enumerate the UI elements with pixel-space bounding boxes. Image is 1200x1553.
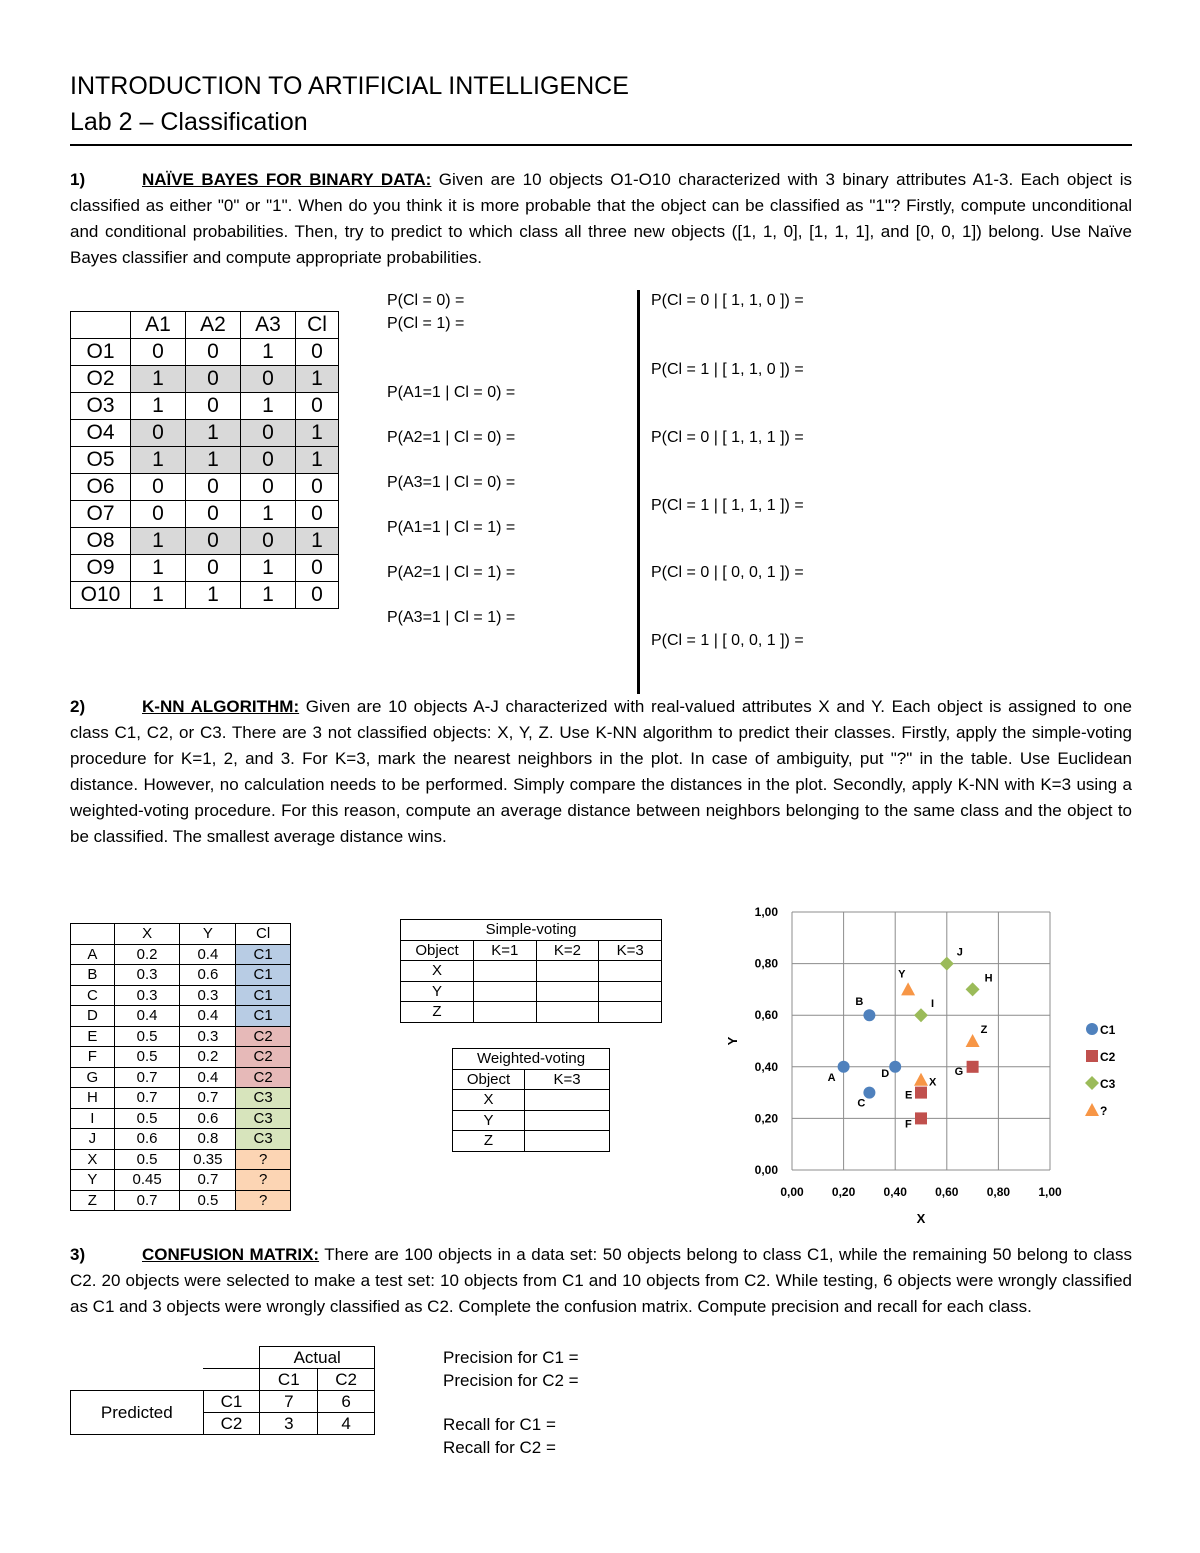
prob-a2-cl0: P(A2=1 | Cl = 0) = <box>387 429 516 446</box>
table-cell: C1 <box>236 944 291 965</box>
table-cell: 0.2 <box>180 1047 236 1068</box>
table-cell: 1 <box>131 447 186 474</box>
prob-a1-cl0: P(A1=1 | Cl = 0) = <box>387 384 516 401</box>
table-cell: 1 <box>186 420 241 447</box>
table-row <box>71 1088 291 1109</box>
confusion-matrix <box>70 1346 375 1435</box>
table-cell: 0 <box>131 339 186 366</box>
table-cell: 0 <box>241 420 296 447</box>
table-header-row <box>453 1069 610 1090</box>
answer-cell[interactable] <box>525 1131 610 1152</box>
table-header-row <box>401 940 662 961</box>
table-cell: Y <box>401 981 474 1002</box>
table-cell: 0 <box>186 528 241 555</box>
answer-cell[interactable] <box>474 981 537 1002</box>
matrix-cell: 7 <box>260 1391 318 1413</box>
table-row <box>71 1026 291 1047</box>
table-cell: Z <box>453 1131 525 1152</box>
section3-text: There are 100 objects in a data set: 50 objects belong to class C1, while the remaining 50 belong to class C2. 20 objects were selected to make a test set: 10 objects from C1 and 10 objects from C2. While testing, 6 objects were wrongly classified as C1 and 3 objects were wrongly classified as C2. Complete the confusion matrix. Compute precision and recall for each class. <box>70 1245 1132 1316</box>
actual-class: C2 <box>318 1369 375 1391</box>
table-cell: 0.5 <box>114 1149 180 1170</box>
point-label: C <box>857 1097 866 1110</box>
posterior-0-110: P(Cl = 0 | [ 1, 1, 0 ]) = <box>651 292 804 309</box>
table-row <box>71 447 339 474</box>
table-cell: 0 <box>296 501 339 528</box>
table-cell: C1 <box>236 1006 291 1027</box>
table-row <box>401 1002 662 1023</box>
header-cell <box>71 924 115 945</box>
data-point-z <box>966 1034 980 1047</box>
answer-cell[interactable] <box>525 1090 610 1111</box>
answer-cell[interactable] <box>525 1110 610 1131</box>
predicted-class: C1 <box>203 1391 260 1413</box>
chart-ticks <box>755 905 1062 1199</box>
data-point-f <box>915 1112 927 1124</box>
title-divider <box>70 144 1132 146</box>
table-row <box>71 420 339 447</box>
table-cell: C <box>71 985 115 1006</box>
table-row <box>71 474 339 501</box>
table-cell: 0 <box>241 447 296 474</box>
page-title: INTRODUCTION TO ARTIFICIAL INTELLIGENCE <box>70 72 629 100</box>
recall-c2: Recall for C2 = <box>443 1438 556 1457</box>
table-cell: X <box>401 961 474 982</box>
header-cell: Object <box>453 1069 525 1090</box>
answer-cell[interactable] <box>536 981 599 1002</box>
table-cell: A <box>71 944 115 965</box>
table-cell: 0.7 <box>180 1088 236 1109</box>
table-cell: 1 <box>186 582 241 609</box>
table-row <box>453 1110 610 1131</box>
data-point-g <box>967 1061 979 1073</box>
table-row <box>453 1131 610 1152</box>
table-cell: ? <box>236 1190 291 1211</box>
x-tick-label: 0,20 <box>831 1185 856 1199</box>
table-cell: X <box>71 1149 115 1170</box>
matrix-cell: 3 <box>260 1413 318 1435</box>
header-cell: Cl <box>296 312 339 339</box>
section1-heading: NAÏVE BAYES FOR BINARY DATA: <box>142 170 432 189</box>
table-row <box>71 1006 291 1027</box>
data-point-e <box>915 1087 927 1099</box>
chart-points <box>828 947 993 1131</box>
table-cell: O9 <box>71 555 131 582</box>
y-tick-label: 1,00 <box>754 905 778 919</box>
x-tick-label: 0,00 <box>780 1185 804 1199</box>
table-cell: J <box>71 1129 115 1150</box>
table-cell: 0 <box>296 339 339 366</box>
table-header-row <box>71 312 339 339</box>
section2-text: Given are 10 objects A-J characterized with real-valued attributes X and Y. Each object is assigned to one class C1, C2, or C3. There are 3 not classified objects: X, Y, Z. Use K-NN algorithm to predict their classes. Firstly, apply the simple-voting procedure for K=1, 2, and 3. For K=3, mark the nearest neighbors in the plot. In case of ambiguity, put "?" in the table. Use Euclidean distance. However, no calculation needs to be performed. Simply compare the distances in the plot. Secondly, apply K-NN with K=3 using a weighted-voting procedure. For this reason, compute an average distance between neighbors belonging to the same class and the object to be classified. The smallest average distance wins. <box>70 697 1132 846</box>
predicted-class: C2 <box>203 1413 260 1435</box>
table-row <box>401 981 662 1002</box>
table-cell: C2 <box>236 1026 291 1047</box>
y-tick-label: 0,40 <box>754 1059 778 1074</box>
knn-data-table <box>70 923 291 1211</box>
table-row <box>71 1129 291 1150</box>
table-cell: 0.7 <box>180 1170 236 1191</box>
legend-marker-4 <box>1085 1103 1099 1116</box>
table-cell: C3 <box>236 1108 291 1129</box>
table-cell: 0.3 <box>114 985 180 1006</box>
answer-cell[interactable] <box>599 981 662 1002</box>
header-cell: K=2 <box>536 940 599 961</box>
data-point-d <box>889 1061 901 1073</box>
table-cell: F <box>71 1047 115 1068</box>
table-cell: O7 <box>71 501 131 528</box>
table-row <box>71 528 339 555</box>
prob-a3-cl0: P(A3=1 | Cl = 0) = <box>387 474 516 491</box>
answer-cell[interactable] <box>536 961 599 982</box>
point-label: H <box>984 972 993 985</box>
table-cell: 0.3 <box>114 965 180 986</box>
point-label: X <box>929 1076 937 1089</box>
legend-label: C2 <box>1100 1050 1116 1064</box>
table-cell: 0.45 <box>114 1170 180 1191</box>
table-cell: C3 <box>236 1129 291 1150</box>
header-cell: A2 <box>186 312 241 339</box>
table-cell: C2 <box>236 1047 291 1068</box>
table-row <box>453 1090 610 1111</box>
table-cell: 0.5 <box>180 1190 236 1211</box>
legend-marker-2 <box>1086 1050 1098 1062</box>
table-cell: 0.7 <box>114 1088 180 1109</box>
answer-cell[interactable] <box>599 961 662 982</box>
section1-paragraph <box>70 167 1132 271</box>
table-cell: 0 <box>241 366 296 393</box>
table-cell: Z <box>71 1190 115 1211</box>
section3-paragraph <box>70 1242 1132 1320</box>
posterior-0-001: P(Cl = 0 | [ 0, 0, 1 ]) = <box>651 564 804 581</box>
header-cell: Y <box>180 924 236 945</box>
answer-cell[interactable] <box>536 1002 599 1023</box>
table-row <box>71 1108 291 1129</box>
table-cell: 0.6 <box>114 1129 180 1150</box>
data-point-y <box>901 982 915 995</box>
table-cell: 0.3 <box>180 985 236 1006</box>
header-cell: Cl <box>236 924 291 945</box>
x-axis-label: X <box>916 1211 926 1226</box>
table-cell: ? <box>236 1149 291 1170</box>
table-cell: 1 <box>296 528 339 555</box>
header-cell: K=1 <box>474 940 537 961</box>
precision-c2: Precision for C2 = <box>443 1371 579 1390</box>
table-cell: O8 <box>71 528 131 555</box>
table-cell: 0.5 <box>114 1047 180 1068</box>
table-cell: 0 <box>296 474 339 501</box>
table-cell: 0.8 <box>180 1129 236 1150</box>
simple-voting-table <box>400 919 662 1023</box>
header-cell: A3 <box>241 312 296 339</box>
table-cell: Z <box>401 1002 474 1023</box>
table-cell: 1 <box>241 339 296 366</box>
table-cell: H <box>71 1088 115 1109</box>
table-cell: 0.4 <box>180 1067 236 1088</box>
section2-number: 2) <box>70 697 86 716</box>
y-tick-label: 0,80 <box>754 956 778 971</box>
weighted-voting-table <box>452 1048 610 1152</box>
legend-label: ? <box>1100 1104 1108 1118</box>
matrix-cell: 4 <box>318 1413 375 1435</box>
table-cell: 0.4 <box>180 1006 236 1027</box>
recall-c1: Recall for C1 = <box>443 1415 556 1434</box>
table-cell: 1 <box>131 582 186 609</box>
table-header-row <box>71 924 291 945</box>
x-tick-label: 1,00 <box>1038 1185 1062 1199</box>
table-cell: 1 <box>131 366 186 393</box>
chart-grid <box>792 912 1050 1170</box>
weighted-voting-title: Weighted-voting <box>453 1049 610 1070</box>
table-cell: O5 <box>71 447 131 474</box>
point-label: I <box>931 998 935 1011</box>
table-row <box>71 965 291 986</box>
header-cell: Object <box>401 940 474 961</box>
point-label: Y <box>898 968 906 981</box>
section3-heading: CONFUSION MATRIX: <box>142 1245 320 1264</box>
point-label: Z <box>980 1024 988 1036</box>
prob-cl0: P(Cl = 0) = <box>387 292 465 309</box>
data-point-b <box>863 1009 875 1021</box>
section3-number: 3) <box>70 1245 86 1264</box>
answer-cell[interactable] <box>474 961 537 982</box>
table-cell: C1 <box>236 985 291 1006</box>
table-cell: 1 <box>131 555 186 582</box>
table-cell: 0 <box>186 339 241 366</box>
table-cell: 1 <box>296 366 339 393</box>
table-cell: 0.4 <box>180 944 236 965</box>
table-row <box>71 1190 291 1211</box>
binary-data-table <box>70 311 339 609</box>
table-cell: B <box>71 965 115 986</box>
section2-paragraph <box>70 694 1132 850</box>
table-cell: 1 <box>186 447 241 474</box>
table-row <box>71 1149 291 1170</box>
posterior-1-110: P(Cl = 1 | [ 1, 1, 0 ]) = <box>651 361 804 378</box>
table-cell: 0 <box>296 555 339 582</box>
y-axis-label: Y <box>725 1036 740 1046</box>
table-row <box>401 961 662 982</box>
data-point-j <box>940 957 954 971</box>
table-cell: 0.5 <box>114 1026 180 1047</box>
table-cell: 0 <box>186 555 241 582</box>
legend-label: C3 <box>1100 1077 1116 1091</box>
table-cell: 0 <box>296 393 339 420</box>
data-point-a <box>838 1061 850 1073</box>
point-label: D <box>881 1067 890 1080</box>
table-row <box>71 393 339 420</box>
point-label: G <box>954 1065 964 1078</box>
table-cell: 1 <box>241 555 296 582</box>
point-label: F <box>905 1118 912 1131</box>
legend-marker-3 <box>1085 1076 1099 1090</box>
table-cell: 0.2 <box>114 944 180 965</box>
x-tick-label: 0,40 <box>883 1185 907 1199</box>
table-cell: 0.5 <box>114 1108 180 1129</box>
table-row <box>71 366 339 393</box>
table-cell: I <box>71 1108 115 1129</box>
posterior-0-111: P(Cl = 0 | [ 1, 1, 1 ]) = <box>651 429 804 446</box>
table-cell: G <box>71 1067 115 1088</box>
y-tick-label: 0,60 <box>754 1008 778 1023</box>
answer-cell[interactable] <box>599 1002 662 1023</box>
legend-label: C1 <box>1100 1023 1116 1037</box>
actual-label: Actual <box>260 1347 375 1369</box>
table-cell: E <box>71 1026 115 1047</box>
table-cell: 0 <box>131 420 186 447</box>
table-cell: O10 <box>71 582 131 609</box>
table-cell: 1 <box>296 420 339 447</box>
legend-marker-1 <box>1086 1023 1098 1035</box>
prob-a3-cl1: P(A3=1 | Cl = 1) = <box>387 609 516 626</box>
table-cell: 1 <box>241 501 296 528</box>
table-cell: 1 <box>131 393 186 420</box>
table-cell: 0 <box>296 582 339 609</box>
table-cell: D <box>71 1006 115 1027</box>
point-label: A <box>827 1071 836 1084</box>
table-cell: 0.6 <box>180 965 236 986</box>
table-row <box>71 501 339 528</box>
table-cell: O2 <box>71 366 131 393</box>
table-cell: C3 <box>236 1088 291 1109</box>
point-label: J <box>956 946 963 959</box>
table-cell: 0 <box>131 501 186 528</box>
table-row <box>71 555 339 582</box>
table-row <box>71 1047 291 1068</box>
x-tick-label: 0,80 <box>986 1185 1011 1199</box>
table-cell: 0.3 <box>180 1026 236 1047</box>
table-row <box>71 339 339 366</box>
predicted-label: Predicted <box>71 1391 204 1435</box>
section2-heading: K-NN ALGORITHM: <box>142 697 300 716</box>
data-point-h <box>966 982 980 996</box>
table-cell: O4 <box>71 420 131 447</box>
table-cell: 0 <box>186 366 241 393</box>
table-cell: C2 <box>236 1067 291 1088</box>
table-cell: O3 <box>71 393 131 420</box>
table-row <box>71 1067 291 1088</box>
header-cell: K=3 <box>599 940 662 961</box>
simple-voting-title: Simple-voting <box>401 920 662 941</box>
table-cell: 0 <box>186 474 241 501</box>
table-cell: Y <box>453 1110 525 1131</box>
table-cell: 0.6 <box>180 1108 236 1129</box>
header-cell: X <box>114 924 180 945</box>
header-cell: A1 <box>131 312 186 339</box>
table-cell: 1 <box>296 447 339 474</box>
section1-number: 1) <box>70 170 86 189</box>
table-cell: O1 <box>71 339 131 366</box>
data-point-x <box>914 1073 928 1086</box>
vertical-divider <box>637 290 640 694</box>
table-cell: X <box>453 1090 525 1111</box>
table-cell: 0.7 <box>114 1190 180 1211</box>
chart-legend <box>1085 1023 1116 1118</box>
table-cell: 0.4 <box>114 1006 180 1027</box>
table-cell: 1 <box>131 528 186 555</box>
table-cell: 1 <box>241 582 296 609</box>
posterior-1-111: P(Cl = 1 | [ 1, 1, 1 ]) = <box>651 497 804 514</box>
table-row <box>71 582 339 609</box>
table-row <box>71 985 291 1006</box>
point-label: B <box>855 996 864 1009</box>
actual-class: C1 <box>260 1369 318 1391</box>
table-cell: Y <box>71 1170 115 1191</box>
matrix-cell: 6 <box>318 1391 375 1413</box>
section1-text: Given are 10 objects O1-O10 characterized with 3 binary attributes A1-3. Each object is classified as either "0" or "1". When do you think it is more probable that the object can be classified as "1"? Firstly, compute unconditional and conditional probabilities. Then, try to predict to which class all three new objects ([1, 1, 0], [1, 1, 1], and [0, 0, 1]) belong. Use Naïve Bayes classifier and compute appropriate probabilities. <box>70 170 1132 267</box>
prob-a2-cl1: P(A2=1 | Cl = 1) = <box>387 564 516 581</box>
table-cell: 0 <box>186 393 241 420</box>
table-cell: 1 <box>241 393 296 420</box>
table-cell: C1 <box>236 965 291 986</box>
table-cell: 0.7 <box>114 1067 180 1088</box>
table-cell: 0 <box>131 474 186 501</box>
x-tick-label: 0,60 <box>935 1185 959 1199</box>
precision-c1: Precision for C1 = <box>443 1348 579 1367</box>
header-cell: K=3 <box>525 1069 610 1090</box>
answer-cell[interactable] <box>474 1002 537 1023</box>
prob-a1-cl1: P(A1=1 | Cl = 1) = <box>387 519 516 536</box>
table-cell: 0 <box>241 474 296 501</box>
point-label: E <box>905 1089 913 1102</box>
table-cell: 0 <box>241 528 296 555</box>
table-row <box>71 1170 291 1191</box>
table-cell: 0 <box>186 501 241 528</box>
header-cell <box>71 312 131 339</box>
data-point-i <box>914 1008 928 1022</box>
table-cell: O6 <box>71 474 131 501</box>
posterior-1-001: P(Cl = 1 | [ 0, 0, 1 ]) = <box>651 632 804 649</box>
prob-cl1: P(Cl = 1) = <box>387 315 465 332</box>
knn-scatter-chart <box>720 895 1140 1235</box>
y-tick-label: 0,00 <box>754 1163 778 1177</box>
table-row <box>71 944 291 965</box>
table-cell: 0.35 <box>180 1149 236 1170</box>
table-cell: ? <box>236 1170 291 1191</box>
page-subtitle: Lab 2 – Classification <box>70 108 308 136</box>
y-tick-label: 0,20 <box>754 1111 778 1126</box>
